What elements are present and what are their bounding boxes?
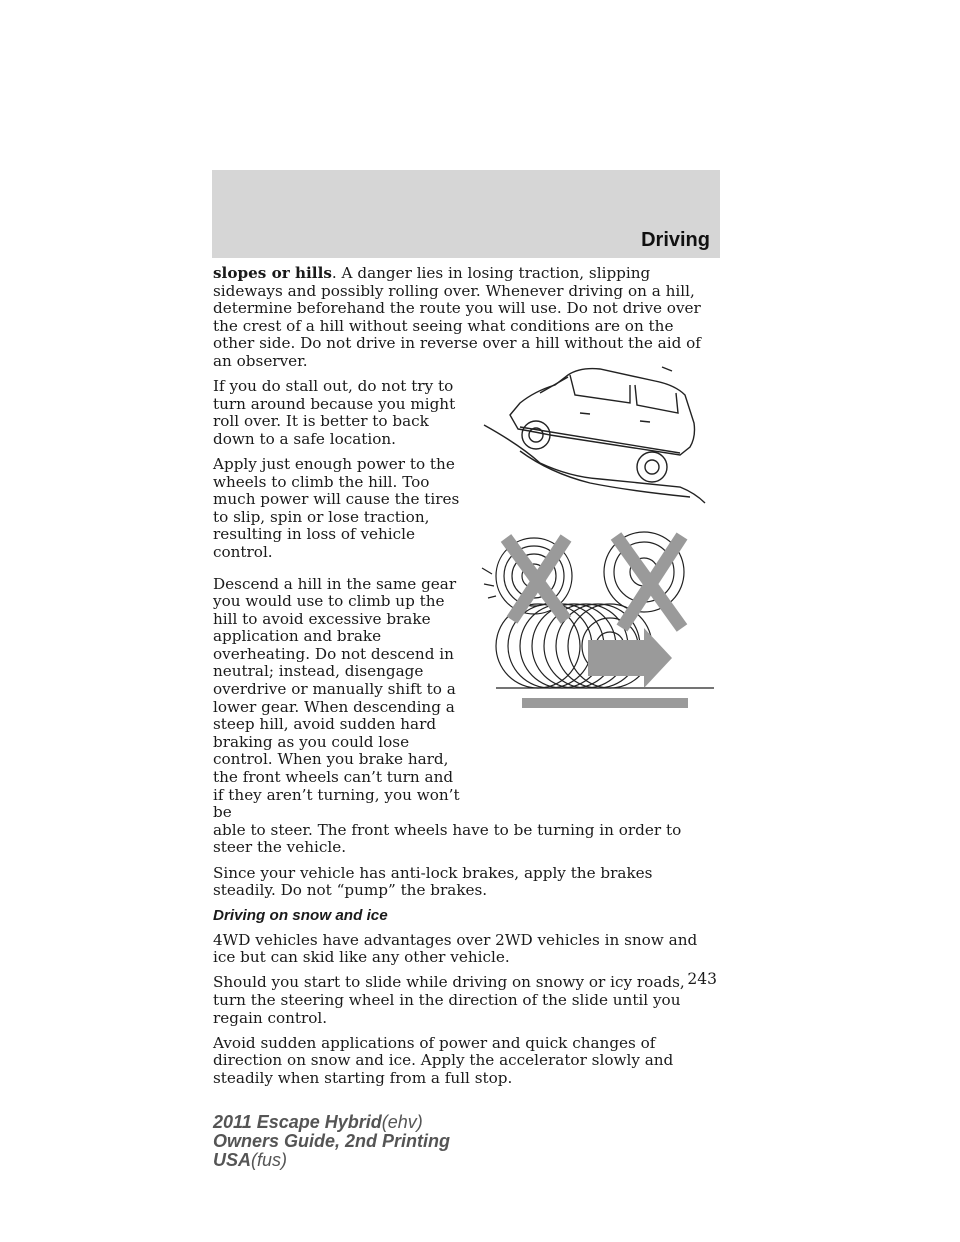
- section-header-band: [212, 170, 720, 258]
- bold-term: slopes or hills: [213, 264, 332, 282]
- section-heading-snow-ice: Driving on snow and ice: [213, 907, 388, 925]
- paragraph-descend-continued: able to steer. The front wheels have to be turning in order to steer the vehicle.: [213, 820, 682, 857]
- paragraph-stall: If you do stall out, do not try to turn around because you might roll over. It is better to back down to a safe location.: [213, 377, 456, 448]
- paragraph-antilock: Since your vehicle has anti-lock brakes, apply the brakes steadily. Do not “pump” the brakes.: [213, 863, 653, 900]
- footer-model: 2011 Escape Hybrid: [213, 1112, 382, 1132]
- paragraph-descend: Descend a hill in the same gear you would use to climb up the hill to avoid excessive brake application and brake overheating. Do not descend in neutral; instead, disengage overdrive or manually shift to a lower gear. When descending a steep hill, avoid sudden hard braking as you could lose control. When you brake hard, the front wheels can’t turn and if they aren’t turning, you won’t be: [213, 574, 460, 822]
- document-footer: [213, 1113, 450, 1170]
- footer-market-code: (fus): [251, 1150, 288, 1170]
- paragraph-text: . A danger lies in losing traction, slipping sideways and possibly rolling over. Whenever driving on a hill, determine beforehand the route you will use. Do not drive over the crest of a hill without seeing what conditions are on the other side. Do not drive in reverse over a hill without the aid of an observer.: [213, 264, 701, 370]
- page-number: 243: [687, 970, 717, 988]
- footer-line-1: [213, 1113, 450, 1132]
- paragraph-accelerate: Avoid sudden applications of power and quick changes of direction on snow and ice. Apply the accelerator slowly and steadily when starting from a full stop.: [213, 1033, 674, 1087]
- vehicle-on-hill-illustration: [480, 355, 712, 505]
- footer-line-2: Owners Guide, 2nd Printing: [213, 1131, 451, 1151]
- wheel-braking-illustration: [476, 528, 720, 718]
- paragraph-4wd: 4WD vehicles have advantages over 2WD vehicles in snow and ice but can skid like any other vehicle.: [213, 930, 698, 967]
- footer-market: USA: [213, 1150, 252, 1170]
- section-title: Driving: [641, 229, 710, 251]
- paragraph-slide: Should you start to slide while driving on snowy or icy roads, turn the steering wheel in the direction of the slide until you regain control.: [213, 973, 685, 1027]
- footer-model-code: (ehv): [381, 1112, 423, 1132]
- paragraph-power: Apply just enough power to the wheels to climb the hill. Too much power will cause the tires to slip, spin or lose traction, resulting in loss of vehicle control.: [213, 454, 460, 561]
- footer-line-3: [213, 1151, 450, 1170]
